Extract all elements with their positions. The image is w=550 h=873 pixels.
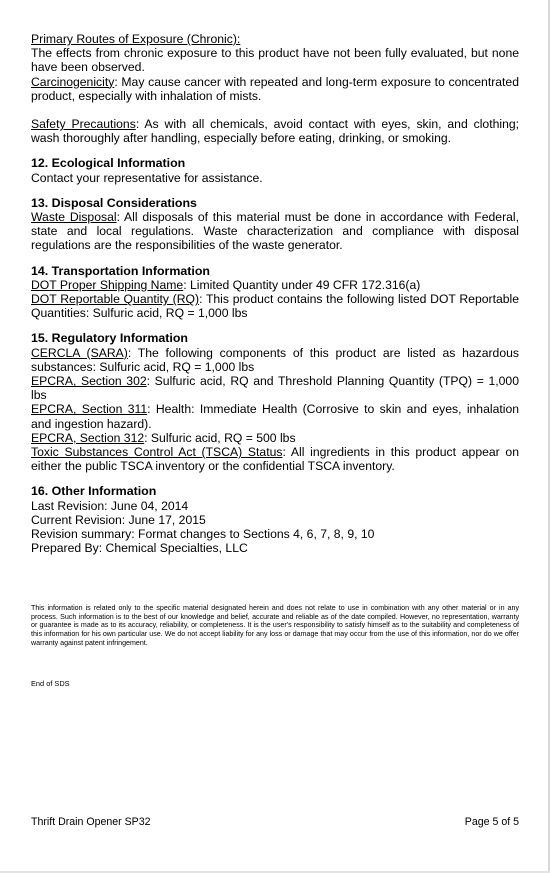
dot-rq-label: DOT Reportable Quantity (RQ): [31, 292, 200, 307]
carcinogenicity-paragraph: [31, 75, 519, 103]
safety-precautions-label: Safety Precautions: [31, 117, 136, 132]
footer-page-number: Page 5 of 5: [464, 816, 519, 828]
cercla-paragraph: [31, 346, 519, 374]
section-14-heading: 14. Transportation Information: [31, 263, 210, 278]
cercla-label: CERCLA (SARA): [31, 345, 128, 360]
epcra-302-label: EPCRA, Section 302: [31, 374, 147, 389]
waste-disposal-text: : All disposals of this material must be done in accordance with Federal, state and local regulations. Waste characterization and compliance with disposal regulations are the responsibilities of the waste generator.: [31, 210, 519, 253]
tsca-text: : All ingredients in this product appear on either the public TSCA inventory or the confidential TSCA inventory.: [31, 445, 519, 474]
waste-disposal-paragraph: [31, 210, 519, 253]
chronic-exposure-label: Primary Routes of Exposure (Chronic):: [31, 32, 241, 46]
dot-shipping-name-text: : Limited Quantity under 49 CFR 172.316(a): [183, 277, 421, 292]
waste-disposal-label: Waste Disposal: [31, 210, 117, 225]
revision-summary: Revision summary: Format changes to Sections 4, 6, 7, 8, 9, 10: [31, 527, 375, 542]
epcra-311-text: : Health: Immediate Health (Corrosive to skin and eyes, inhalation and ingestion hazard).: [31, 402, 519, 431]
epcra-312-label: EPCRA, Section 312: [31, 430, 145, 445]
section-12-text: Contact your representative for assistance.: [31, 170, 263, 185]
safety-precautions-text: : As with all chemicals, avoid contact with eyes, skin, and clothing; wash thoroughly after handling, especially before eating, drinking, or smoking.: [31, 117, 520, 146]
current-revision: Current Revision: June 17, 2015: [31, 512, 206, 527]
disclaimer-text: This information is related only to the specific material designated herein and does not relate to use in combination with any other material or in any process. Such information is to the best of our knowledge and belief, accurate and reliable as of the date compiled. However, no representation, warranty or guarantee is made as to its accuracy, reliability, or completeness. It is the user's responsibility to satisfy himself as to the suitability and completeness of this information for his own particular use. We do not accept liability for any loss or damage that may occur from the use of this information, nor do we offer warranty against patent infringement.: [31, 604, 519, 647]
tsca-label: Toxic Substances Control Act (TSCA) Status: [31, 445, 283, 460]
tsca-paragraph: [31, 445, 519, 473]
cercla-text: : The following components of this product are listed as hazardous substances: Sulfuric acid, RQ = 1,000 lbs: [31, 345, 519, 374]
end-of-sds: End of SDS: [31, 679, 70, 688]
dot-rq-text: : This product contains the following listed DOT Reportable Quantities: Sulfuric acid, RQ = 1,000 lbs: [31, 292, 519, 321]
section-16-heading: 16. Other Information: [31, 484, 157, 499]
last-revision: Last Revision: June 04, 2014: [31, 498, 189, 513]
carcinogenicity-label: Carcinogenicity: [31, 74, 115, 89]
carcinogenicity-text: : May cause cancer with repeated and long-term exposure to concentrated product, especially with inhalation of mists.: [31, 74, 519, 103]
epcra-302-paragraph: [31, 374, 519, 402]
dot-shipping-name-label: DOT Proper Shipping Name: [31, 277, 184, 292]
epcra-302-text: : Sulfuric acid, RQ and Threshold Planning Quantity (TPQ) = 1,000 lbs: [31, 374, 519, 403]
dot-rq-paragraph: [31, 292, 519, 320]
epcra-311-paragraph: [31, 402, 519, 430]
chronic-exposure-paragraph: [31, 32, 519, 75]
prepared-by: Prepared By: Chemical Specialties, LLC: [31, 541, 248, 556]
epcra-311-label: EPCRA, Section 311: [31, 402, 148, 417]
page-content: [31, 32, 519, 556]
section-15-heading: 15. Regulatory Information: [31, 331, 188, 346]
section-12-heading: 12. Ecological Information: [31, 156, 186, 171]
chronic-exposure-text: The effects from chronic exposure to this product have not been fully evaluated, but none have been observed.: [31, 46, 519, 75]
epcra-312-text: : Sulfuric acid, RQ = 500 lbs: [144, 430, 296, 445]
dot-shipping-name-paragraph: [31, 278, 519, 292]
footer-product-name: Thrift Drain Opener SP32: [31, 816, 151, 828]
section-13-heading: 13. Disposal Considerations: [31, 195, 197, 210]
safety-precautions-paragraph: [31, 117, 519, 145]
epcra-312-paragraph: [31, 431, 519, 445]
